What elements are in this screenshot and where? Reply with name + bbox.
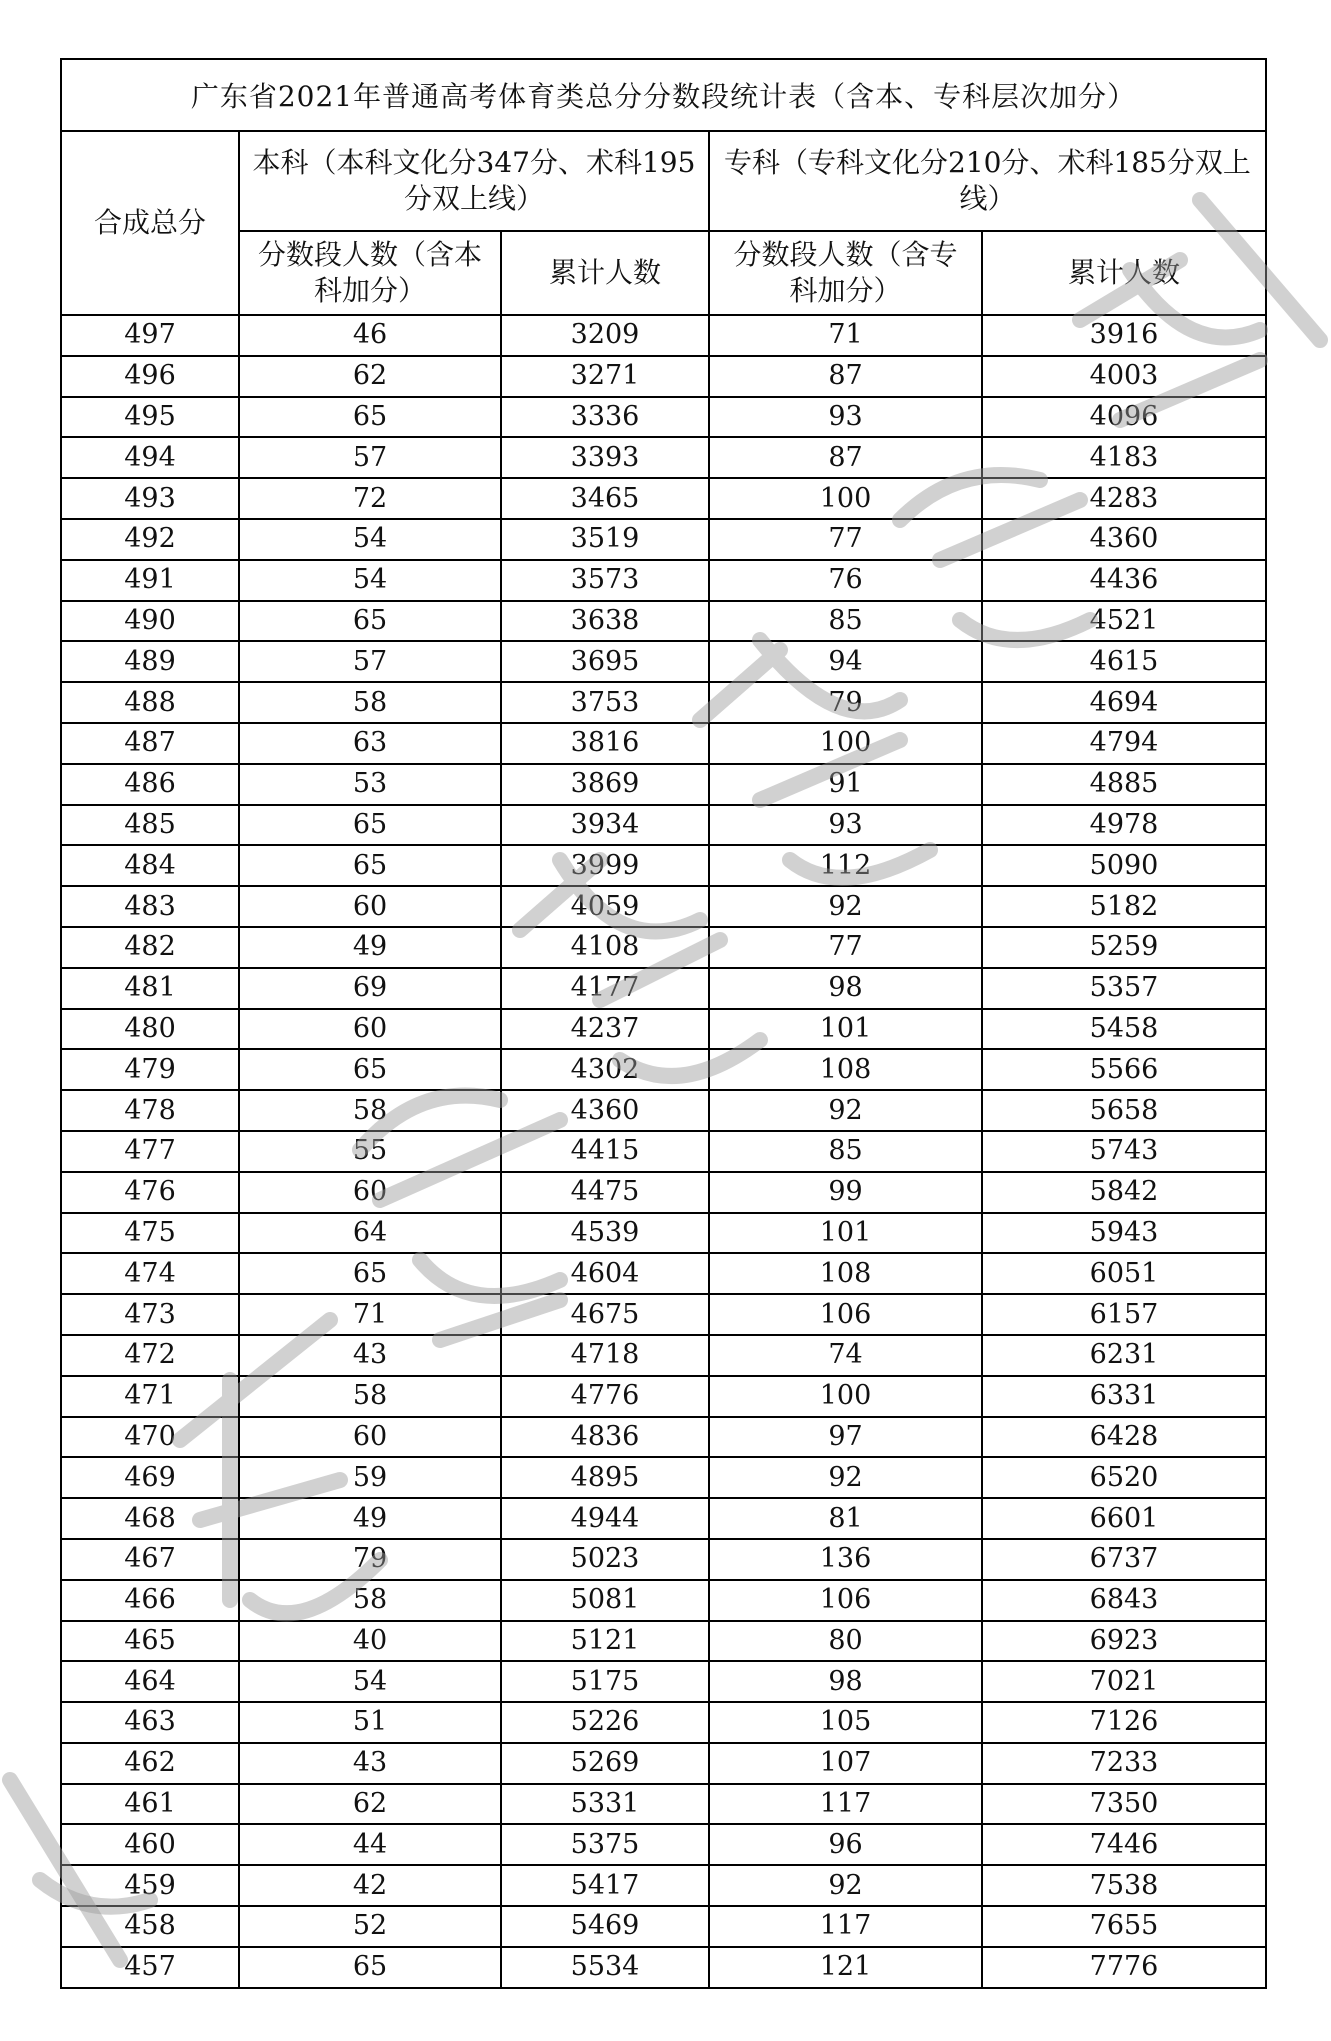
cell-zhuanke-segment: 136 <box>709 1539 982 1580</box>
table-row <box>61 1906 1266 1947</box>
cell-zhuanke-segment: 99 <box>709 1172 982 1213</box>
cell-zhuanke-cumulative: 4360 <box>982 519 1266 560</box>
cell-benke-segment: 64 <box>239 1213 501 1254</box>
score-table-sheet <box>60 58 1265 1989</box>
table-row <box>61 356 1266 397</box>
table-row <box>61 968 1266 1009</box>
cell-zhuanke-cumulative: 7126 <box>982 1702 1266 1743</box>
cell-benke-cumulative: 4776 <box>501 1376 709 1417</box>
cell-benke-segment: 62 <box>239 356 501 397</box>
cell-benke-segment: 60 <box>239 1009 501 1050</box>
cell-total-score: 458 <box>61 1906 239 1947</box>
cell-benke-segment: 53 <box>239 764 501 805</box>
table-row <box>61 1661 1266 1702</box>
table-row <box>61 1457 1266 1498</box>
cell-total-score: 461 <box>61 1784 239 1825</box>
cell-zhuanke-cumulative: 6051 <box>982 1253 1266 1294</box>
cell-zhuanke-segment: 105 <box>709 1702 982 1743</box>
cell-zhuanke-segment: 79 <box>709 682 982 723</box>
cell-zhuanke-segment: 93 <box>709 805 982 846</box>
cell-total-score: 472 <box>61 1335 239 1376</box>
cell-benke-cumulative: 4237 <box>501 1009 709 1050</box>
cell-benke-segment: 58 <box>239 682 501 723</box>
cell-zhuanke-segment: 76 <box>709 560 982 601</box>
cell-benke-cumulative: 3465 <box>501 478 709 519</box>
cell-total-score: 464 <box>61 1661 239 1702</box>
header-benke-cumulative: 累计人数 <box>501 231 709 315</box>
cell-total-score: 488 <box>61 682 239 723</box>
cell-zhuanke-segment: 80 <box>709 1621 982 1662</box>
cell-benke-cumulative: 3999 <box>501 845 709 886</box>
cell-zhuanke-segment: 98 <box>709 968 982 1009</box>
cell-total-score: 480 <box>61 1009 239 1050</box>
cell-total-score: 467 <box>61 1539 239 1580</box>
cell-benke-segment: 49 <box>239 927 501 968</box>
cell-zhuanke-cumulative: 5458 <box>982 1009 1266 1050</box>
cell-total-score: 483 <box>61 886 239 927</box>
table-row <box>61 315 1266 356</box>
cell-zhuanke-cumulative: 6843 <box>982 1580 1266 1621</box>
table-row <box>61 1009 1266 1050</box>
cell-total-score: 482 <box>61 927 239 968</box>
cell-benke-cumulative: 4718 <box>501 1335 709 1376</box>
cell-benke-segment: 72 <box>239 478 501 519</box>
cell-total-score: 485 <box>61 805 239 846</box>
table-row <box>61 478 1266 519</box>
cell-total-score: 481 <box>61 968 239 1009</box>
cell-total-score: 460 <box>61 1824 239 1865</box>
cell-zhuanke-cumulative: 5842 <box>982 1172 1266 1213</box>
cell-benke-segment: 57 <box>239 641 501 682</box>
cell-zhuanke-cumulative: 6157 <box>982 1294 1266 1335</box>
cell-total-score: 486 <box>61 764 239 805</box>
cell-zhuanke-cumulative: 6601 <box>982 1498 1266 1539</box>
cell-benke-cumulative: 5417 <box>501 1865 709 1906</box>
cell-zhuanke-cumulative: 4978 <box>982 805 1266 846</box>
cell-zhuanke-cumulative: 4521 <box>982 601 1266 642</box>
cell-benke-segment: 54 <box>239 519 501 560</box>
cell-zhuanke-segment: 74 <box>709 1335 982 1376</box>
cell-benke-cumulative: 4539 <box>501 1213 709 1254</box>
cell-total-score: 491 <box>61 560 239 601</box>
cell-benke-segment: 60 <box>239 1172 501 1213</box>
cell-total-score: 465 <box>61 1621 239 1662</box>
cell-total-score: 489 <box>61 641 239 682</box>
cell-zhuanke-cumulative: 5743 <box>982 1131 1266 1172</box>
cell-total-score: 459 <box>61 1865 239 1906</box>
table-row <box>61 1539 1266 1580</box>
cell-benke-segment: 54 <box>239 560 501 601</box>
cell-total-score: 474 <box>61 1253 239 1294</box>
cell-benke-cumulative: 3934 <box>501 805 709 846</box>
cell-zhuanke-segment: 92 <box>709 1090 982 1131</box>
cell-benke-cumulative: 3638 <box>501 601 709 642</box>
cell-total-score: 479 <box>61 1049 239 1090</box>
cell-zhuanke-cumulative: 4694 <box>982 682 1266 723</box>
cell-benke-segment: 58 <box>239 1090 501 1131</box>
cell-zhuanke-segment: 100 <box>709 478 982 519</box>
cell-benke-cumulative: 3573 <box>501 560 709 601</box>
cell-zhuanke-segment: 101 <box>709 1009 982 1050</box>
cell-benke-segment: 65 <box>239 805 501 846</box>
cell-total-score: 478 <box>61 1090 239 1131</box>
cell-benke-segment: 59 <box>239 1457 501 1498</box>
table-row <box>61 560 1266 601</box>
cell-total-score: 495 <box>61 397 239 438</box>
cell-benke-segment: 65 <box>239 1947 501 1988</box>
cell-zhuanke-segment: 107 <box>709 1743 982 1784</box>
cell-zhuanke-segment: 100 <box>709 1376 982 1417</box>
table-row <box>61 1131 1266 1172</box>
cell-zhuanke-cumulative: 4283 <box>982 478 1266 519</box>
cell-benke-segment: 65 <box>239 1253 501 1294</box>
cell-benke-cumulative: 3753 <box>501 682 709 723</box>
cell-benke-segment: 65 <box>239 845 501 886</box>
cell-zhuanke-cumulative: 4436 <box>982 560 1266 601</box>
header-benke-segment: 分数段人数（含本科加分） <box>239 231 501 315</box>
cell-benke-cumulative: 4059 <box>501 886 709 927</box>
table-row <box>61 641 1266 682</box>
cell-benke-segment: 71 <box>239 1294 501 1335</box>
cell-zhuanke-segment: 77 <box>709 519 982 560</box>
cell-benke-cumulative: 5175 <box>501 1661 709 1702</box>
cell-total-score: 473 <box>61 1294 239 1335</box>
cell-benke-segment: 65 <box>239 397 501 438</box>
cell-zhuanke-cumulative: 4794 <box>982 723 1266 764</box>
table-row <box>61 886 1266 927</box>
cell-zhuanke-cumulative: 4615 <box>982 641 1266 682</box>
table-body <box>61 315 1266 1988</box>
cell-benke-cumulative: 5331 <box>501 1784 709 1825</box>
table-row <box>61 1294 1266 1335</box>
cell-benke-segment: 57 <box>239 437 501 478</box>
cell-zhuanke-cumulative: 7538 <box>982 1865 1266 1906</box>
cell-benke-cumulative: 4302 <box>501 1049 709 1090</box>
table-row <box>61 1784 1266 1825</box>
header-benke-group: 本科（本科文化分347分、术科195分双上线） <box>239 131 709 231</box>
cell-total-score: 466 <box>61 1580 239 1621</box>
cell-zhuanke-cumulative: 7655 <box>982 1906 1266 1947</box>
cell-zhuanke-segment: 85 <box>709 1131 982 1172</box>
table-row <box>61 764 1266 805</box>
cell-zhuanke-segment: 96 <box>709 1824 982 1865</box>
cell-total-score: 492 <box>61 519 239 560</box>
cell-zhuanke-segment: 92 <box>709 886 982 927</box>
table-row <box>61 601 1266 642</box>
cell-total-score: 457 <box>61 1947 239 1988</box>
cell-total-score: 476 <box>61 1172 239 1213</box>
cell-zhuanke-cumulative: 6737 <box>982 1539 1266 1580</box>
cell-zhuanke-segment: 98 <box>709 1661 982 1702</box>
cell-zhuanke-cumulative: 5090 <box>982 845 1266 886</box>
cell-zhuanke-segment: 92 <box>709 1457 982 1498</box>
cell-total-score: 484 <box>61 845 239 886</box>
table-row <box>61 1335 1266 1376</box>
table-row <box>61 682 1266 723</box>
cell-benke-cumulative: 4108 <box>501 927 709 968</box>
cell-benke-segment: 54 <box>239 1661 501 1702</box>
table-row <box>61 397 1266 438</box>
cell-zhuanke-segment: 94 <box>709 641 982 682</box>
cell-benke-cumulative: 3271 <box>501 356 709 397</box>
cell-zhuanke-segment: 108 <box>709 1253 982 1294</box>
cell-zhuanke-cumulative: 7446 <box>982 1824 1266 1865</box>
cell-total-score: 468 <box>61 1498 239 1539</box>
header-total-score: 合成总分 <box>61 131 239 315</box>
cell-zhuanke-cumulative: 5182 <box>982 886 1266 927</box>
cell-benke-cumulative: 4944 <box>501 1498 709 1539</box>
table-row <box>61 723 1266 764</box>
cell-benke-cumulative: 4475 <box>501 1172 709 1213</box>
cell-zhuanke-segment: 91 <box>709 764 982 805</box>
cell-total-score: 462 <box>61 1743 239 1784</box>
cell-zhuanke-segment: 81 <box>709 1498 982 1539</box>
header-zhuanke-cumulative: 累计人数 <box>982 231 1266 315</box>
cell-benke-cumulative: 5226 <box>501 1702 709 1743</box>
cell-total-score: 475 <box>61 1213 239 1254</box>
cell-zhuanke-segment: 93 <box>709 397 982 438</box>
cell-zhuanke-segment: 108 <box>709 1049 982 1090</box>
cell-zhuanke-segment: 100 <box>709 723 982 764</box>
cell-zhuanke-segment: 112 <box>709 845 982 886</box>
cell-zhuanke-cumulative: 6520 <box>982 1457 1266 1498</box>
cell-benke-segment: 43 <box>239 1335 501 1376</box>
cell-zhuanke-cumulative: 6231 <box>982 1335 1266 1376</box>
cell-benke-cumulative: 4836 <box>501 1417 709 1458</box>
cell-benke-segment: 52 <box>239 1906 501 1947</box>
cell-zhuanke-segment: 85 <box>709 601 982 642</box>
cell-zhuanke-segment: 71 <box>709 315 982 356</box>
cell-total-score: 494 <box>61 437 239 478</box>
cell-zhuanke-cumulative: 6428 <box>982 1417 1266 1458</box>
table-row <box>61 519 1266 560</box>
cell-benke-cumulative: 5081 <box>501 1580 709 1621</box>
table-row <box>61 1417 1266 1458</box>
cell-benke-cumulative: 4415 <box>501 1131 709 1172</box>
table-row <box>61 1824 1266 1865</box>
cell-total-score: 471 <box>61 1376 239 1417</box>
table-row <box>61 1580 1266 1621</box>
table-row <box>61 1498 1266 1539</box>
cell-benke-cumulative: 3695 <box>501 641 709 682</box>
cell-benke-cumulative: 4895 <box>501 1457 709 1498</box>
table-row <box>61 1213 1266 1254</box>
table-row <box>61 1049 1266 1090</box>
cell-zhuanke-segment: 97 <box>709 1417 982 1458</box>
cell-zhuanke-cumulative: 4003 <box>982 356 1266 397</box>
table-row <box>61 437 1266 478</box>
cell-benke-cumulative: 3209 <box>501 315 709 356</box>
header-zhuanke-segment: 分数段人数（含专科加分） <box>709 231 982 315</box>
cell-benke-cumulative: 4604 <box>501 1253 709 1294</box>
header-zhuanke-group: 专科（专科文化分210分、术科185分双上线） <box>709 131 1266 231</box>
cell-zhuanke-cumulative: 6923 <box>982 1621 1266 1662</box>
cell-total-score: 477 <box>61 1131 239 1172</box>
cell-benke-segment: 58 <box>239 1580 501 1621</box>
table-row <box>61 1172 1266 1213</box>
cell-zhuanke-cumulative: 4885 <box>982 764 1266 805</box>
cell-benke-segment: 51 <box>239 1702 501 1743</box>
table-title: 广东省2021年普通高考体育类总分分数段统计表（含本、专科层次加分） <box>61 59 1266 131</box>
cell-total-score: 487 <box>61 723 239 764</box>
cell-zhuanke-cumulative: 5943 <box>982 1213 1266 1254</box>
cell-zhuanke-cumulative: 5658 <box>982 1090 1266 1131</box>
table-row <box>61 805 1266 846</box>
cell-zhuanke-segment: 101 <box>709 1213 982 1254</box>
cell-benke-cumulative: 4675 <box>501 1294 709 1335</box>
table-row <box>61 1090 1266 1131</box>
cell-zhuanke-segment: 106 <box>709 1294 982 1335</box>
cell-benke-segment: 43 <box>239 1743 501 1784</box>
cell-zhuanke-cumulative: 5566 <box>982 1049 1266 1090</box>
cell-benke-segment: 55 <box>239 1131 501 1172</box>
cell-total-score: 496 <box>61 356 239 397</box>
cell-total-score: 493 <box>61 478 239 519</box>
cell-zhuanke-segment: 121 <box>709 1947 982 1988</box>
cell-benke-cumulative: 5534 <box>501 1947 709 1988</box>
cell-benke-segment: 69 <box>239 968 501 1009</box>
table-row <box>61 1865 1266 1906</box>
cell-zhuanke-segment: 92 <box>709 1865 982 1906</box>
cell-zhuanke-cumulative: 7233 <box>982 1743 1266 1784</box>
cell-zhuanke-segment: 77 <box>709 927 982 968</box>
cell-zhuanke-segment: 106 <box>709 1580 982 1621</box>
table-row <box>61 1743 1266 1784</box>
cell-benke-segment: 42 <box>239 1865 501 1906</box>
cell-benke-segment: 79 <box>239 1539 501 1580</box>
cell-benke-segment: 46 <box>239 315 501 356</box>
table-row <box>61 1621 1266 1662</box>
cell-zhuanke-segment: 117 <box>709 1906 982 1947</box>
cell-benke-cumulative: 4360 <box>501 1090 709 1131</box>
table-row <box>61 927 1266 968</box>
cell-benke-segment: 49 <box>239 1498 501 1539</box>
cell-zhuanke-cumulative: 7021 <box>982 1661 1266 1702</box>
cell-zhuanke-cumulative: 4096 <box>982 397 1266 438</box>
cell-benke-segment: 44 <box>239 1824 501 1865</box>
cell-benke-cumulative: 4177 <box>501 968 709 1009</box>
table-row <box>61 1947 1266 1988</box>
cell-benke-cumulative: 3336 <box>501 397 709 438</box>
cell-benke-cumulative: 3869 <box>501 764 709 805</box>
cell-zhuanke-cumulative: 4183 <box>982 437 1266 478</box>
cell-benke-segment: 58 <box>239 1376 501 1417</box>
table-row <box>61 1376 1266 1417</box>
cell-total-score: 469 <box>61 1457 239 1498</box>
cell-zhuanke-cumulative: 5357 <box>982 968 1266 1009</box>
cell-zhuanke-segment: 117 <box>709 1784 982 1825</box>
cell-benke-segment: 63 <box>239 723 501 764</box>
cell-zhuanke-cumulative: 5259 <box>982 927 1266 968</box>
cell-benke-cumulative: 5121 <box>501 1621 709 1662</box>
cell-benke-cumulative: 3816 <box>501 723 709 764</box>
cell-benke-cumulative: 5023 <box>501 1539 709 1580</box>
table-row <box>61 1253 1266 1294</box>
cell-total-score: 490 <box>61 601 239 642</box>
cell-zhuanke-cumulative: 3916 <box>982 315 1266 356</box>
cell-total-score: 470 <box>61 1417 239 1458</box>
cell-benke-cumulative: 3393 <box>501 437 709 478</box>
cell-zhuanke-cumulative: 7776 <box>982 1947 1266 1988</box>
cell-benke-segment: 65 <box>239 601 501 642</box>
cell-zhuanke-cumulative: 6331 <box>982 1376 1266 1417</box>
cell-benke-cumulative: 5269 <box>501 1743 709 1784</box>
cell-zhuanke-segment: 87 <box>709 356 982 397</box>
table-row <box>61 1702 1266 1743</box>
cell-benke-cumulative: 5375 <box>501 1824 709 1865</box>
cell-benke-segment: 60 <box>239 1417 501 1458</box>
cell-zhuanke-cumulative: 7350 <box>982 1784 1266 1825</box>
cell-total-score: 497 <box>61 315 239 356</box>
cell-benke-cumulative: 3519 <box>501 519 709 560</box>
score-distribution-table <box>60 58 1267 1989</box>
cell-zhuanke-segment: 87 <box>709 437 982 478</box>
cell-total-score: 463 <box>61 1702 239 1743</box>
table-row <box>61 845 1266 886</box>
cell-benke-segment: 62 <box>239 1784 501 1825</box>
cell-benke-segment: 60 <box>239 886 501 927</box>
cell-benke-segment: 40 <box>239 1621 501 1662</box>
cell-benke-segment: 65 <box>239 1049 501 1090</box>
cell-benke-cumulative: 5469 <box>501 1906 709 1947</box>
